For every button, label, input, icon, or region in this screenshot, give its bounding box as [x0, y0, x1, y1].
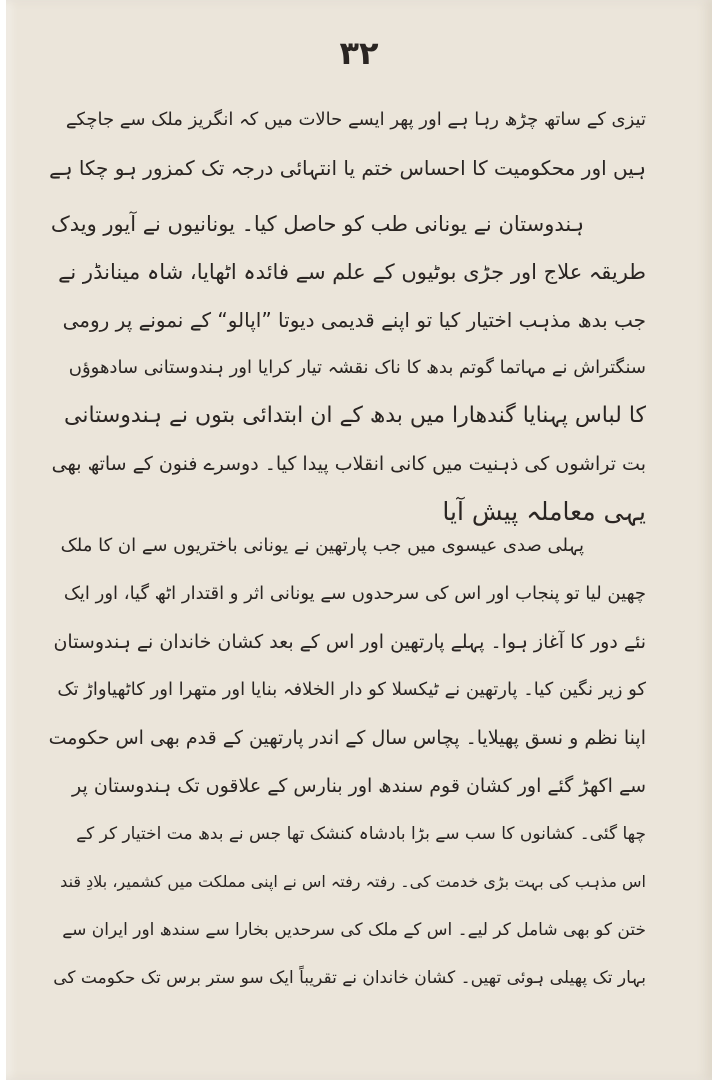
book-page	[6, 0, 712, 1080]
text-line: ختن کو بھی شامل کر لیے۔ اس کے ملک کی سرحدیں بخارا سے سندھ اور ایران سے	[62, 920, 646, 940]
text-line: جب بدھ مذہب اختیار کیا تو اپنے قدیمی دیوتا ”اپالو“ کے نمونے پر رومی	[62, 308, 646, 332]
paragraph-1	[46, 96, 646, 192]
text-line: پہلی صدی عیسوی میں جب پارتھین نے یونانی باختریوں سے ان کا ملک	[60, 535, 584, 556]
text-line: تیزی کے ساتھ چڑھ رہا ہے اور پھر ایسے حالات میں کہ انگریز ملک سے جاچکے	[65, 109, 646, 130]
text-line: بہار تک پھیلی ہوئی تھیں۔ کشان خاندان نے تقریباً ایک سو ستر برس تک حکومت کی	[53, 968, 646, 988]
text-line: کو زیر نگین کیا۔ پارتھین نے ٹیکسلا کو دار الخلافہ بنایا اور متھرا اور کاٹھیاواڑ تک	[57, 679, 646, 700]
text-line: طریقہ علاج اور جڑی بوٹیوں کے علم سے فائدہ اٹھایا، شاہ مینانڈر نے	[58, 260, 646, 284]
text-line: چھا گئی۔ کشانوں کا سب سے بڑا بادشاہ کنشک تھا جس نے بدھ مت اختیار کر کے	[76, 824, 646, 844]
text-line: سنگتراش نے مہاتما گوتم بدھ کا ناک نقشہ تیار کرایا اور ہندوستانی سادھوؤں	[68, 357, 646, 378]
text-line: کا لباس پہنایا گندھارا میں بدھ کے ان ابتدائی بتوں نے ہندوستانی	[64, 403, 646, 428]
text-line: ہندوستان نے یونانی طب کو حاصل کیا۔ یونانیوں نے آیور ویدک	[50, 212, 584, 236]
paragraph-3	[46, 522, 646, 1002]
text-line: سے اکھڑ گئے اور کشان قوم سندھ اور بنارس کے علاقوں تک ہندوستان پر	[72, 775, 646, 797]
text-line: نئے دور کا آغاز ہوا۔ پہلے پارتھین اور اس کے بعد کشان خاندان نے ہندوستان	[53, 631, 646, 653]
page-number: ۳۲	[339, 34, 379, 72]
text-line: چھین لیا تو پنجاب اور اس کی سرحدوں سے یونانی اثر و اقتدار اٹھ گیا، اور ایک	[63, 583, 646, 604]
text-line: اس مذہب کی بہت بڑی خدمت کی۔ رفتہ رفتہ اس نے اپنی مملکت میں کشمیر، بلادِ قند	[60, 872, 646, 891]
text-line: بت تراشوں کی ذہنیت میں کانی انقلاب پیدا کیا۔ دوسرے فنون کے ساتھ بھی	[51, 453, 646, 475]
paragraph-2	[46, 200, 646, 536]
text-line: ہیں اور محکومیت کا احساس ختم یا انتہائی درجہ تک کمزور ہو چکا ہے	[49, 156, 646, 180]
text-line: یہی معاملہ پیش آیا	[442, 497, 646, 526]
text-line: اپنا نظم و نسق پھیلایا۔ پچاس سال کے اندر پارتھین کے قدم بھی اس حکومت	[48, 727, 646, 749]
